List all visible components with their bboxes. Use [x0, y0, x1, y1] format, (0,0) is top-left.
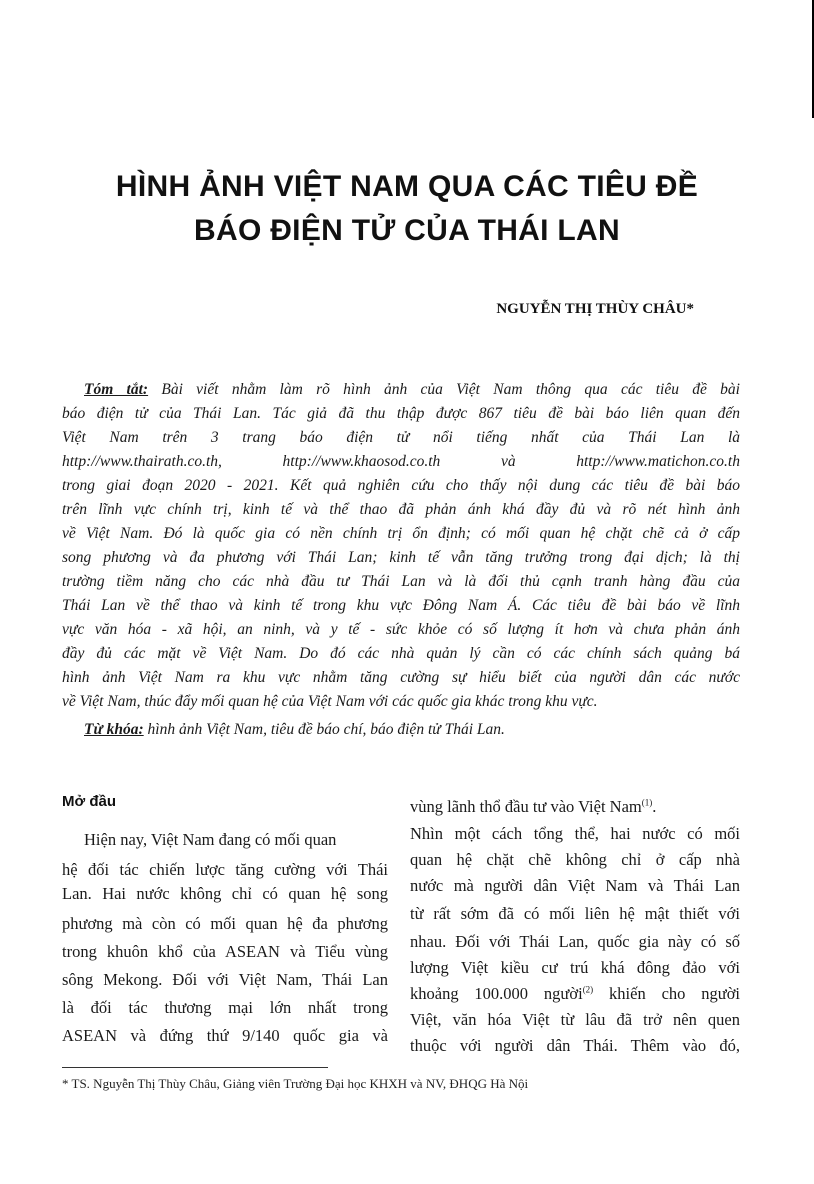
left-column-line: sông Mekong. Đối với Việt Nam, Thái Lan — [62, 970, 388, 989]
section-heading: Mở đầu — [62, 793, 116, 810]
right-column-text: khoảng 100.000 người — [410, 984, 583, 1003]
abstract-line: đầy đủ các mặt về Việt Nam. Do đó các nhà quản lý cần có các chính sách quảng bá — [62, 645, 740, 662]
reference-marker: (1) — [641, 797, 653, 808]
right-column-line: từ rất sớm đã có mối liên hệ mật thiết với — [410, 904, 740, 923]
left-column-line: Hiện nay, Việt Nam đang có mối quan — [84, 830, 337, 849]
right-column-line: nhau. Đối với Thái Lan, quốc gia này có số — [410, 932, 740, 951]
abstract-line: báo điện tử của Thái Lan. Tác giả đã thu thập được 867 tiêu đề bài báo liên quan đến — [62, 405, 740, 422]
abstract-line: trường tiềm năng cho các nhà đầu tư Thái Lan và là đối thủ cạnh tranh hàng đầu của — [62, 573, 740, 590]
right-column-line: Nhìn một cách tổng thể, hai nước có mối — [410, 824, 740, 843]
abstract-line: song phương và đa phương với Thái Lan; kinh tế vẫn tăng trưởng trong đại dịch; là thị — [62, 549, 740, 566]
article-title-line-2: BÁO ĐIỆN TỬ CỦA THÁI LAN — [194, 214, 620, 247]
right-column-line: thuộc với người dân Thái. Thêm vào đó, — [410, 1036, 740, 1055]
left-column-line: ASEAN và đứng thứ 9/140 quốc gia và — [62, 1026, 388, 1045]
abstract-first-line — [84, 378, 740, 402]
abstract-line: vực văn hóa - xã hội, an ninh, và y tế - sức khỏe có số lượng ít hơn và chưa phản ánh — [62, 621, 740, 638]
article-title-line-1: HÌNH ẢNH VIỆT NAM QUA CÁC TIÊU ĐỀ — [115, 170, 699, 203]
reference-marker: (2) — [582, 984, 594, 995]
right-column-line — [410, 980, 740, 1008]
right-column-text: khiến cho người — [593, 984, 741, 1003]
abstract-line: Thái Lan về thể thao và kinh tế trong khu vực Đông Nam Á. Các tiêu đề bài báo về lĩnh — [62, 597, 740, 614]
abstract-line: Bài viết nhằm làm rõ hình ảnh của Việt Nam thông qua các tiêu đề bài — [161, 381, 740, 398]
right-column-text: . — [652, 797, 657, 816]
abstract-line: trong giai đoạn 2020 - 2021. Kết quả nghiên cứu cho thấy nội dung các tiêu đề bài báo — [62, 477, 740, 494]
right-column-text: vùng lãnh thổ đầu tư vào Việt Nam — [410, 797, 642, 816]
keywords-line — [84, 718, 740, 742]
abstract-line: về Việt Nam, thúc đẩy mối quan hệ của Việt Nam với các quốc gia khác trong khu vực. — [62, 693, 598, 710]
left-column-line: là đối tác thương mại lớn nhất trong — [62, 998, 388, 1017]
left-column-line: hệ đối tác chiến lược tăng cường với Thái — [62, 860, 388, 879]
left-column-line: phương mà còn có mối quan hệ đa phương — [62, 914, 388, 933]
left-column-line: Lan. Hai nước không chỉ có quan hệ song — [62, 884, 388, 903]
left-column-line: trong khuôn khổ của ASEAN và Tiểu vùng — [62, 942, 388, 961]
abstract-line: http://www.thairath.co.th, http://www.khaosod.co.th và http://www.matichon.co.th — [62, 453, 740, 470]
right-column-line: quan hệ chặt chẽ không chỉ ở cấp nhà — [410, 850, 740, 869]
footnote-rule — [62, 1067, 328, 1068]
right-column-line: Việt, văn hóa Việt từ lâu đã trở nên quen — [410, 1010, 740, 1029]
author-name: NGUYỄN THỊ THÙY CHÂU* — [496, 301, 694, 317]
abstract-line: Việt Nam trên 3 trang báo điện tử nổi tiếng nhất của Thái Lan là — [62, 429, 740, 446]
keywords-label: Từ khóa: — [84, 721, 144, 738]
abstract-line: hình ảnh Việt Nam ra khu vực nhằm tăng cường sự hiểu biết của người dân các nước — [62, 669, 740, 686]
right-column-line: nước mà người dân Việt Nam và Thái Lan — [410, 876, 740, 895]
abstract-line: về Việt Nam. Đó là quốc gia có nền chính trị ổn định; có mối quan hệ chặt chẽ cả ở cấp — [62, 525, 740, 542]
right-column-line — [410, 793, 740, 821]
footnote: * TS. Nguyễn Thị Thùy Châu, Giảng viên Trường Đại học KHXH và NV, ĐHQG Hà Nội — [62, 1076, 529, 1091]
right-column-line: lượng Việt kiều cư trú khá đông đảo với — [410, 958, 740, 977]
abstract-line: trên lĩnh vực chính trị, kinh tế và thể thao đã phản ánh khá đầy đủ và rõ nét hình ảnh — [62, 501, 740, 518]
abstract-label: Tóm tắt: — [84, 381, 149, 398]
keywords-text: hình ảnh Việt Nam, tiêu đề báo chí, báo điện tử Thái Lan. — [147, 721, 505, 738]
